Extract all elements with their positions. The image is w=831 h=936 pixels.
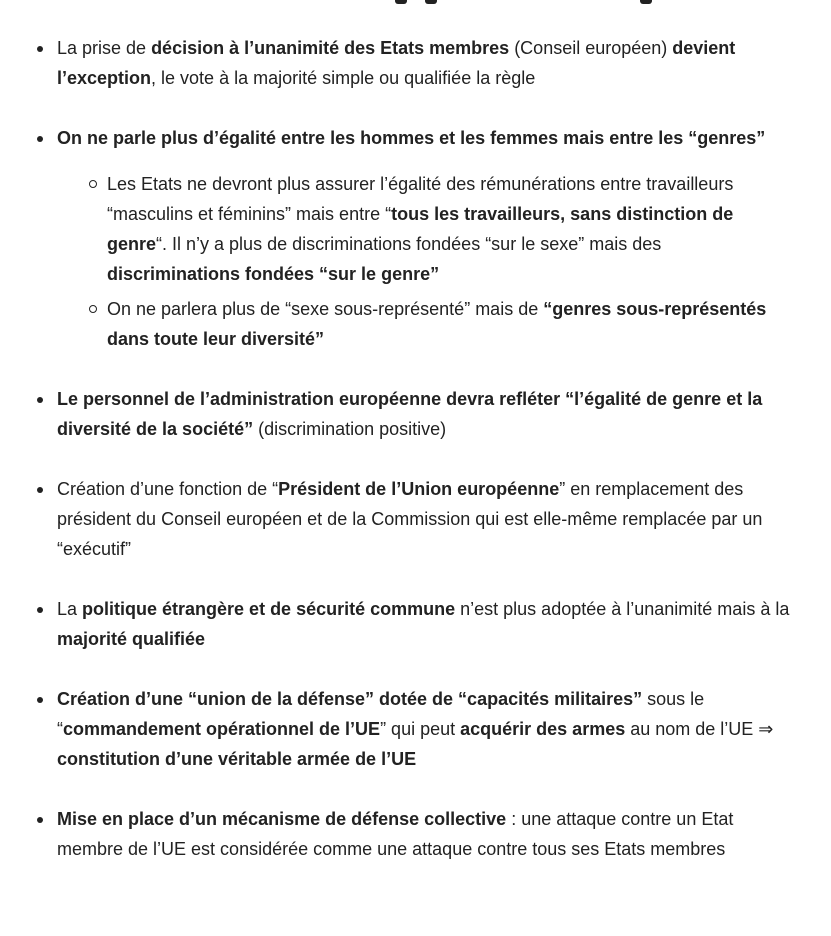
- bold-text: “genres sous-représentés dans toute leur diversité”: [107, 299, 767, 349]
- text: (Conseil européen): [509, 38, 673, 58]
- text: au nom de l’UE ⇒: [625, 719, 774, 739]
- bold-text: constitution d’une véritable armée de l’UE: [57, 749, 417, 769]
- text: n’est plus adoptée à l’unanimité mais à la: [455, 599, 790, 619]
- text: ” en remplacement des président du Conseil européen et de la Commission qui est elle-même remplacée par un “exécutif”: [57, 479, 763, 559]
- bold-text: discriminations fondées “sur le genre”: [107, 264, 440, 284]
- list-item: [57, 684, 792, 774]
- list-item: [57, 474, 792, 564]
- list-item: [57, 594, 792, 654]
- bold-text: décision à l’unanimité des Etats membres: [151, 38, 510, 58]
- bold-text: Le personnel de l’administration européenne devra refléter “l’égalité de genre et la diversité de la société”: [57, 389, 763, 439]
- bold-text: majorité qualifiée: [57, 629, 206, 649]
- bold-text: devient l’exception: [57, 38, 736, 88]
- bold-text: acquérir des armes: [460, 719, 626, 739]
- sub-list: [57, 169, 792, 354]
- bold-text: Création d’une “union de la défense” dotée de “capacités militaires”: [57, 689, 643, 709]
- text: , le vote à la majorité simple ou qualifiée la règle: [151, 68, 536, 88]
- text: La: [57, 599, 83, 619]
- text: sous le “: [57, 689, 705, 739]
- text: (discrimination positive): [253, 419, 447, 439]
- list-item: [57, 384, 792, 444]
- bold-text: Mise en place d’un mécanisme de défense collective: [57, 809, 507, 829]
- text: : une attaque contre un Etat membre de l’UE est considérée comme une attaque contre tous ses Etats membres: [57, 809, 734, 859]
- text: ” qui peut: [380, 719, 461, 739]
- bold-text: politique étrangère et de sécurité commune: [82, 599, 456, 619]
- cropped-heading: [140, 0, 660, 4]
- text: Création d’une fonction de “: [57, 479, 279, 499]
- bold-text: Président de l’Union européenne: [278, 479, 560, 499]
- proposal-list: [57, 33, 792, 894]
- bold-text: tous les travailleurs, sans distinction de genre: [107, 204, 734, 254]
- list-item: [57, 804, 792, 864]
- text: Les Etats ne devront plus assurer l’égalité des rémunérations entre travailleurs “masculins et féminins” mais entre “: [107, 174, 734, 224]
- bold-text: On ne parle plus d’égalité entre les hommes et les femmes mais entre les “genres”: [57, 128, 766, 148]
- text: La prise de: [57, 38, 152, 58]
- list-item: [57, 123, 792, 354]
- list-item: [57, 33, 792, 93]
- sub-list-item: [107, 169, 792, 289]
- bold-text: commandement opérationnel de l’UE: [63, 719, 381, 739]
- text: “. Il n’y a plus de discriminations fondées “sur le sexe” mais des: [156, 234, 662, 254]
- text: On ne parlera plus de “sexe sous-représenté” mais de: [107, 299, 544, 319]
- sub-list-item: [107, 294, 792, 354]
